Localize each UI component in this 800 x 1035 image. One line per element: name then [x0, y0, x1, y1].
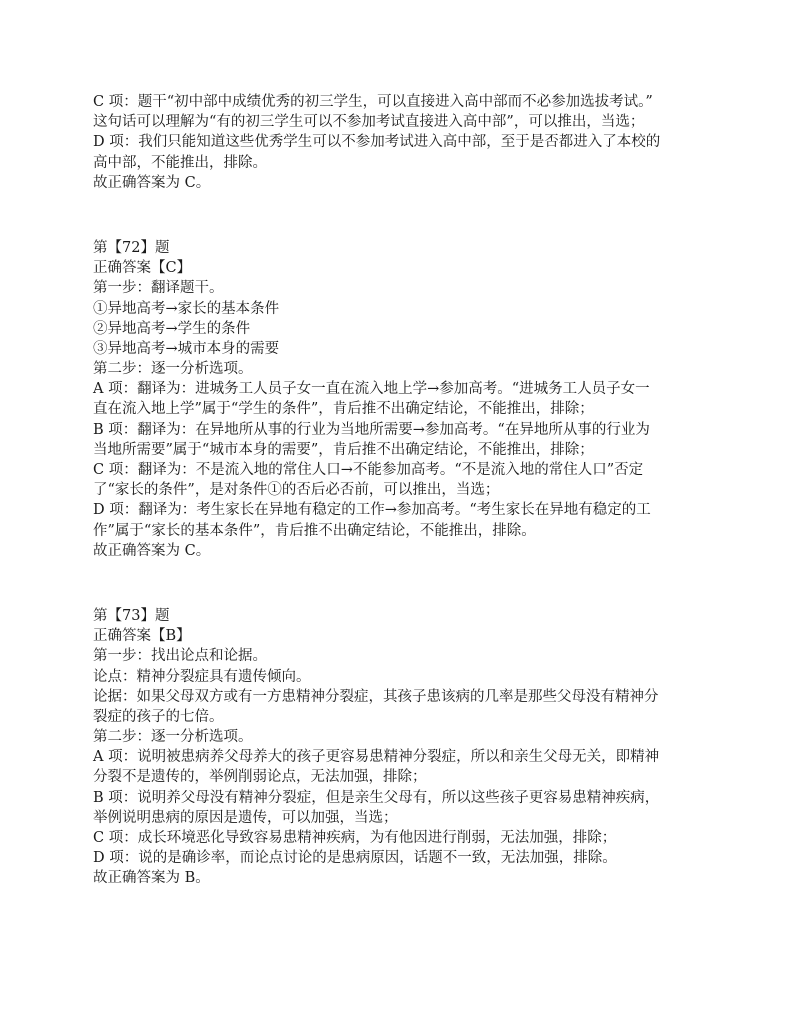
text-line: 作”属于“家长的基本条件”，肯后推不出确定结论，不能推出，排除。 — [93, 522, 536, 539]
text-line: D 项：翻译为：考生家长在异地有稳定的工作→参加高考。“考生家长在异地有稳定的工 — [93, 502, 651, 519]
text-line: 裂症的孩子的七倍。 — [93, 708, 224, 725]
text-line: 当地所需要”属于“城市本身的需要”，肯后推不出确定结论，不能推出，排除； — [93, 441, 594, 458]
text-line: A 项：翻译为：进城务工人员子女一直在流入地上学→参加高考。“进城务工人员子女一 — [93, 381, 650, 398]
question-73-section — [93, 606, 713, 889]
text-line: 第二步：逐一分析选项。 — [93, 361, 253, 378]
text-line: 故正确答案为 C。 — [93, 174, 211, 191]
text-line: 分裂不是遗传的，举例削弱论点，无法加强，排除； — [93, 769, 427, 786]
text-line: A 项：说明被患病养父母养大的孩子更容易患精神分裂症，所以和亲生父母无关，即精神 — [93, 749, 660, 766]
text-line: C 项：翻译为：不是流入地的常住人口→不能参加高考。“不是流入地的常住人口”否定 — [93, 462, 644, 478]
section-gap — [93, 561, 713, 606]
text-line: 第二步：逐一分析选项。 — [93, 729, 253, 746]
text-line: B 项：翻译为：在异地所从事的行业为当地所需要→参加高考。“在异地所从事的行业为 — [93, 421, 650, 438]
question-72-section — [93, 238, 713, 561]
section-gap — [93, 193, 713, 238]
text-line: 故正确答案为 C。 — [93, 542, 211, 559]
text-line: 举例说明患病的原因是遗传，可以加强，当选； — [93, 809, 398, 826]
text-line: 高中部，不能推出，排除。 — [93, 154, 267, 171]
text-line: ③异地高考→城市本身的需要 — [93, 340, 280, 357]
text-line: C 项：成长环境恶化导致容易患精神疾病，为有他因进行削弱，无法加强，排除； — [93, 830, 617, 846]
text-line: B 项：说明养父母没有精神分裂症，但是亲生父母有，所以这些孩子更容易患精神疾病， — [93, 789, 660, 806]
text-line: ②异地高考→学生的条件 — [93, 320, 251, 337]
text-line: 第一步：找出论点和论据。 — [93, 648, 267, 665]
text-line: C 项：题干“初中部中成绩优秀的初三学生，可以直接进入高中部而不必参加选拔考试。” — [93, 94, 653, 110]
question-73-title: 第【73】题 — [93, 607, 170, 624]
prev-question-explanation — [93, 92, 713, 193]
text-line: 论点：精神分裂症具有遗传倾向。 — [93, 668, 311, 685]
text-line: ①异地高考→家长的基本条件 — [93, 300, 280, 317]
text-line: 这句话可以理解为“有的初三学生可以不参加考试直接进入高中部”，可以推出，当选； — [93, 114, 645, 131]
text-line: D 项：说的是确诊率，而论点讨论的是患病原因，话题不一致，无法加强，排除。 — [93, 850, 617, 867]
text-line: 了“家长的条件”，是对条件①的否后必否前，可以推出，当选； — [93, 482, 500, 499]
question-72-title: 第【72】题 — [93, 239, 170, 256]
document-page — [93, 92, 713, 889]
text-line: 第一步：翻译题干。 — [93, 280, 224, 297]
text-line: 直在流入地上学”属于“学生的条件”，肯后推不出确定结论，不能推出，排除； — [93, 401, 594, 418]
text-line: 故正确答案为 B。 — [93, 870, 210, 887]
text-line: 论据：如果父母双方或有一方患精神分裂症，其孩子患该病的几率是那些父母没有精神分 — [93, 688, 659, 705]
question-73-answer: 正确答案【B】 — [93, 628, 191, 645]
question-72-answer: 正确答案【C】 — [93, 260, 192, 277]
text-line: D 项：我们只能知道这些优秀学生可以不参加考试进入高中部，至于是否都进入了本校的 — [93, 134, 661, 151]
